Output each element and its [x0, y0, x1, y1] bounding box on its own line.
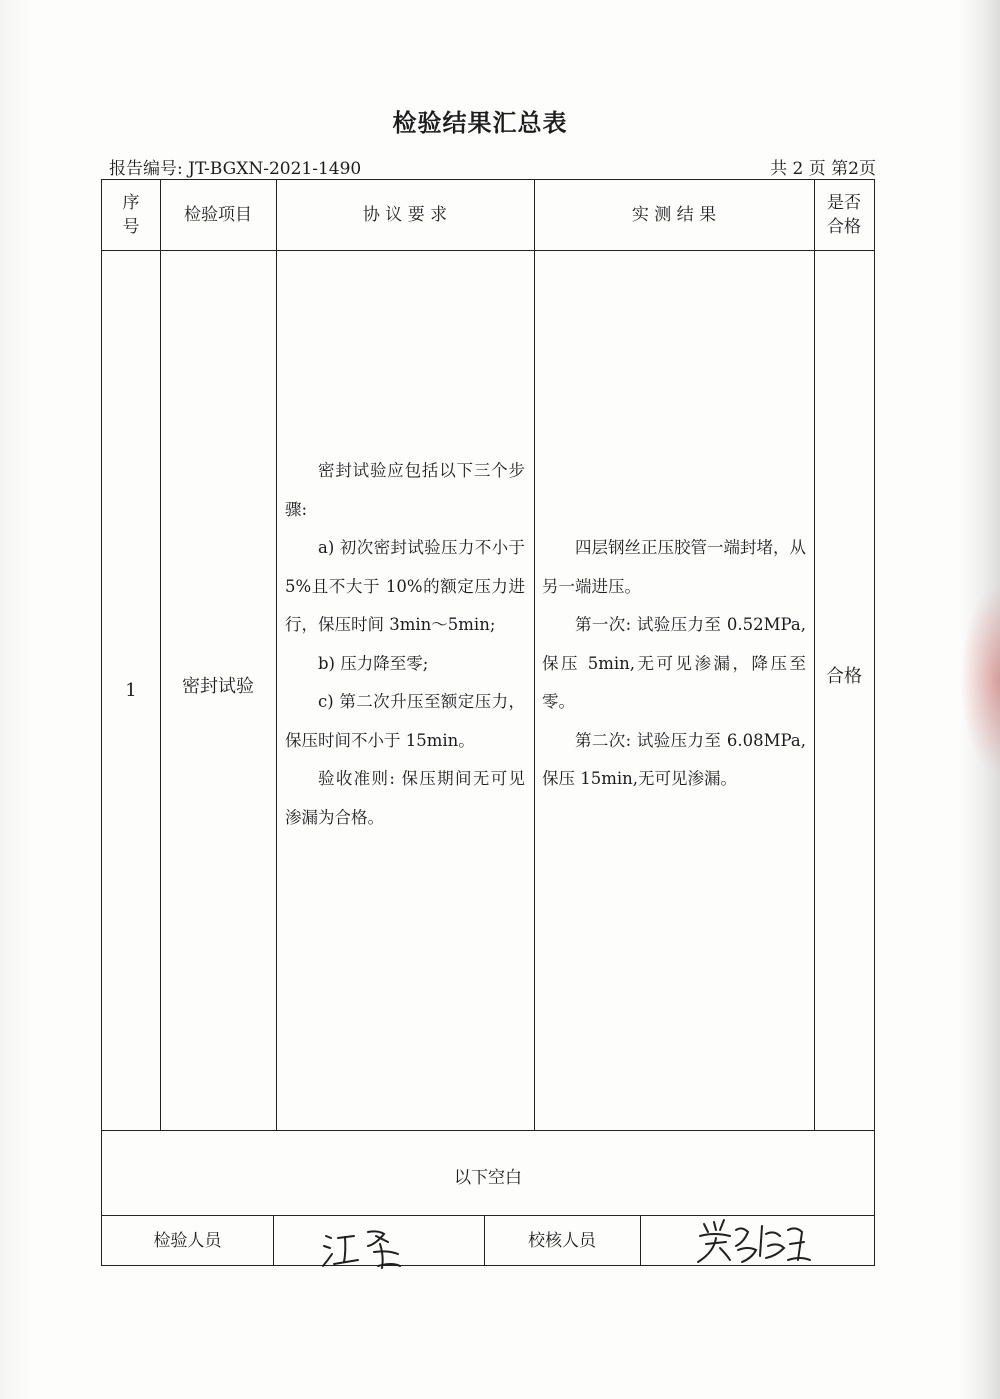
report-number: 报告编号: JT-BGXN-2021-1490 [109, 159, 362, 179]
footer-divider [640, 1215, 641, 1266]
reviewer-signature [690, 1216, 820, 1272]
header-requirement: 协 议 要 求 [362, 205, 448, 225]
row-requirement [285, 452, 525, 837]
col-divider [534, 180, 535, 1130]
result-para: 第一次: 试验压力至 0.52MPa,保压 5min,无可见渗漏，降压至零。 [542, 615, 806, 711]
row-divider [102, 1130, 874, 1131]
header-seq-line1: 序 [122, 193, 140, 213]
row-pass: 合格 [826, 666, 862, 687]
result-para: 第二次: 试验压力至 6.08MPa,保压 15min,无可见渗漏。 [542, 730, 806, 788]
page-info: 共 2 页 第2页 [770, 159, 876, 179]
inspector-signature [318, 1222, 408, 1274]
requirement-para: b) 压力降至零; [318, 653, 429, 673]
blank-note: 以下空白 [454, 1167, 522, 1188]
requirement-para: 密封试验应包括以下三个步骤: [285, 461, 525, 519]
header-item: 检验项目 [184, 205, 252, 225]
reviewer-label: 校核人员 [528, 1231, 596, 1251]
header-seq-line2: 号 [122, 217, 140, 237]
header-seq [102, 180, 160, 250]
footer-divider [273, 1215, 274, 1266]
requirement-para: a) 初次密封试验压力不小于 5%且不大于 10%的额定压力进行，保压时间 3min～5min; [285, 538, 525, 634]
red-seal-stamp-edge [960, 585, 1000, 775]
result-para: 四层钢丝正压胶管一端封堵，从另一端进压。 [542, 538, 806, 596]
requirement-para: 验收准则: 保压期间无可见渗漏为合格。 [285, 769, 525, 827]
row-result [542, 529, 806, 799]
row-item: 密封试验 [182, 676, 254, 697]
row-seq: 1 [125, 679, 137, 701]
header-result: 实 测 结 果 [631, 205, 717, 225]
row-divider [102, 250, 874, 251]
requirement-para: c) 第二次升压至额定压力，保压时间不小于 15min。 [285, 692, 525, 750]
col-divider [276, 180, 277, 1130]
page-title: 检验结果汇总表 [392, 109, 568, 137]
header-pass-line1: 是否 [827, 193, 861, 213]
inspector-label: 检验人员 [153, 1231, 222, 1251]
header-pass-line2: 合格 [827, 217, 861, 237]
header-pass [814, 180, 874, 250]
